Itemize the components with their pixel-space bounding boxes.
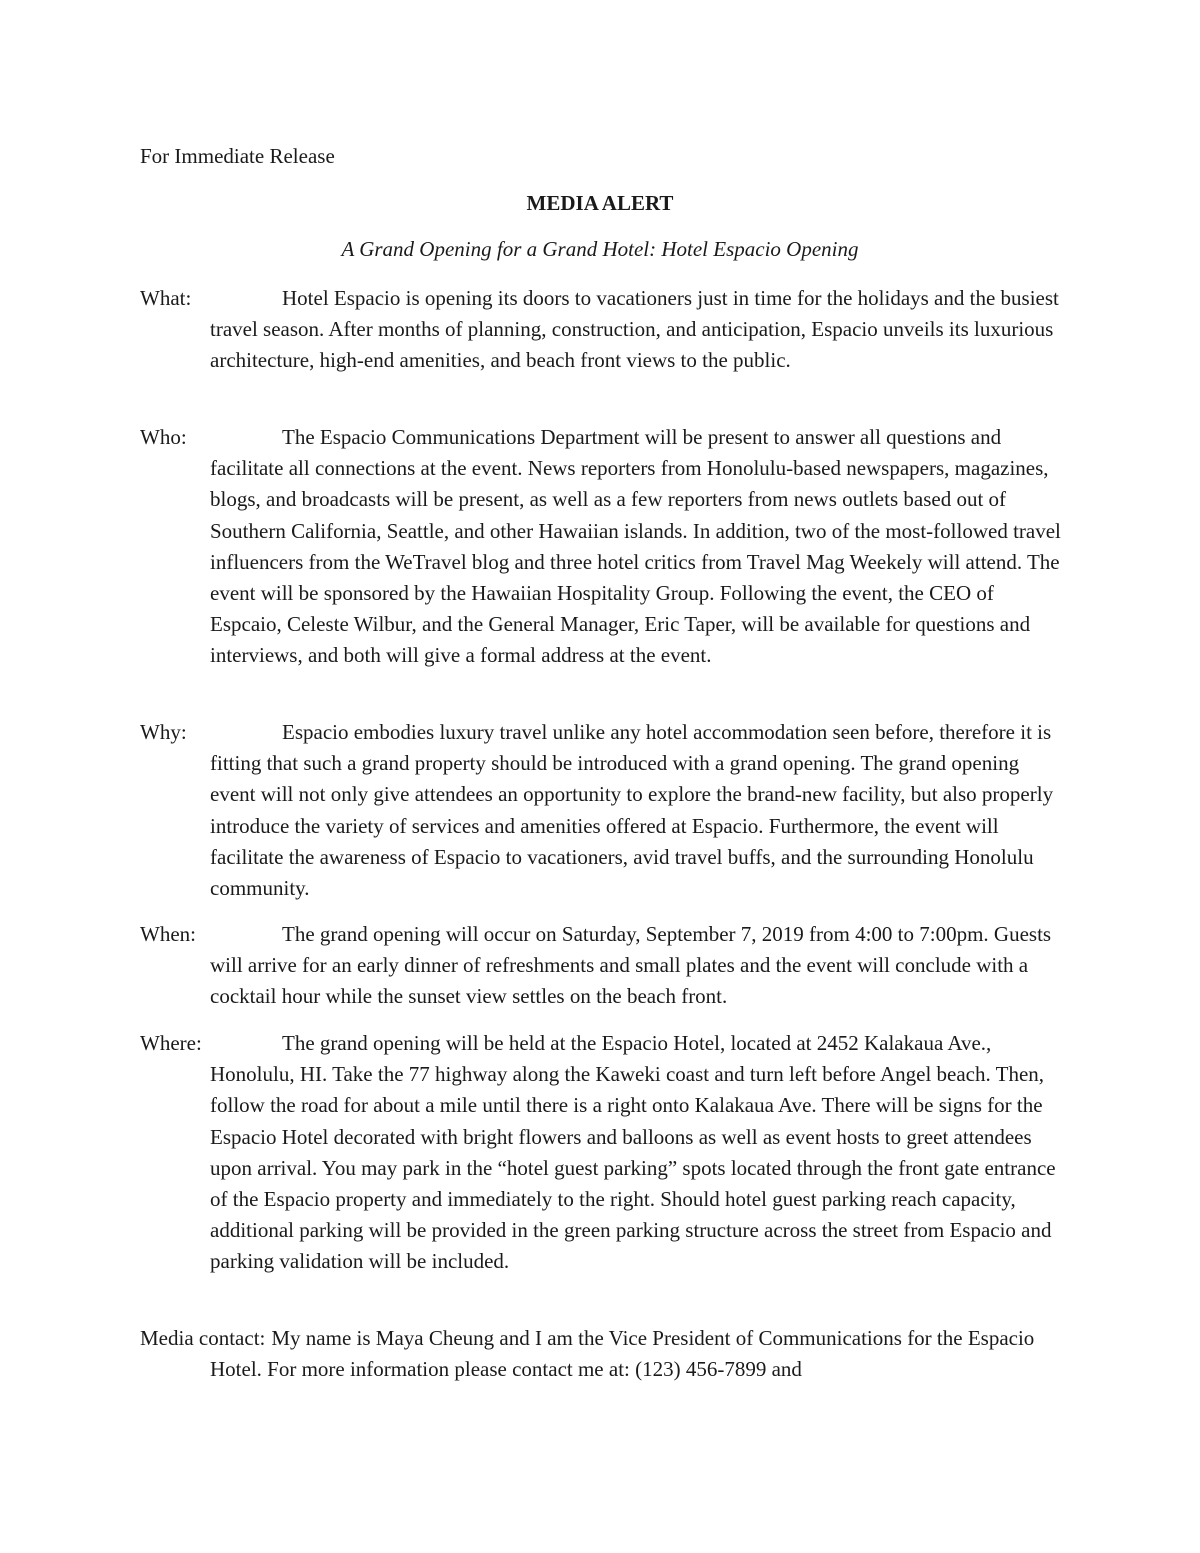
section-text: The Espacio Communications Department will be present to answer all questions and facilitate all connections at the event. News reporters from Honolulu-based newspapers, magazines, blogs, and broadcasts will be present, as well as a few reporters from news outlets based out of Southern California, Seattle, and other Hawaiian islands. In addition, two of the most-followed travel influencers from the WeTravel blog and three hotel critics from Travel Mag Weekely will attend. The event will be sponsored by the Hawaiian Hospitality Group. Following the event, the CEO of Espcaio, Celeste Wilbur, and the General Manager, Eric Taper, will be available for questions and interviews, and both will give a formal address at the event.	[210, 425, 1061, 668]
section-label: When:	[140, 922, 196, 946]
section-what	[140, 283, 1065, 377]
section-when	[140, 919, 1065, 1013]
section-label: Media contact:	[140, 1326, 266, 1350]
section-text: The grand opening will occur on Saturday, September 7, 2019 from 4:00 to 7:00pm. Guests will arrive for an early dinner of refreshments and small plates and the event will conclude with a cocktail hour while the sunset view settles on the beach front.	[210, 922, 1052, 1009]
media-alert-subheading: A Grand Opening for a Grand Hotel: Hotel Espacio Opening	[341, 237, 859, 261]
section-text: The grand opening will be held at the Espacio Hotel, located at 2452 Kalakaua Ave., Honolulu, HI. Take the 77 highway along the Kaweki coast and turn left before Angel beach. Then, follow the road for about a mile until there is a right onto Kalakaua Ave. There will be signs for the Espacio Hotel decorated with bright flowers and balloons as well as event hosts to greet attendees upon arrival. You may park in the “hotel guest parking” spots located through the front gate entrance of the Espacio property and immediately to the right. Should hotel guest parking reach capacity, additional parking will be provided in the green parking structure across the street from Espacio and parking validation will be included.	[210, 1031, 1056, 1274]
section-media-contact	[140, 1323, 1065, 1385]
section-where	[140, 1028, 1065, 1278]
section-label: Who:	[140, 425, 187, 449]
section-label: What:	[140, 286, 192, 310]
section-text: Espacio embodies luxury travel unlike any hotel accommodation seen before, therefore it is fitting that such a grand property should be introduced with a grand opening. The grand opening event will not only give attendees an opportunity to explore the brand-new facility, but also properly introduce the variety of services and amenities offered at Espacio. Furthermore, the event will facilitate the awareness of Espacio to vacationers, avid travel buffs, and the surrounding Honolulu community.	[210, 720, 1054, 901]
media-alert-heading: MEDIA ALERT	[526, 191, 674, 215]
section-text: Hotel Espacio is opening its doors to vacationers just in time for the holidays and the busiest travel season. After months of planning, construction, and anticipation, Espacio unveils its luxurious architecture, high-end amenities, and beach front views to the public.	[210, 286, 1059, 373]
section-text: My name is Maya Cheung and I am the Vice President of Communications for the Espacio Hotel. For more information please contact me at: (123) 456-7899 and	[210, 1326, 1035, 1382]
section-why	[140, 717, 1065, 904]
section-who	[140, 422, 1065, 672]
release-line: For Immediate Release	[140, 144, 335, 168]
section-label: Why:	[140, 720, 187, 744]
section-label: Where:	[140, 1031, 202, 1055]
